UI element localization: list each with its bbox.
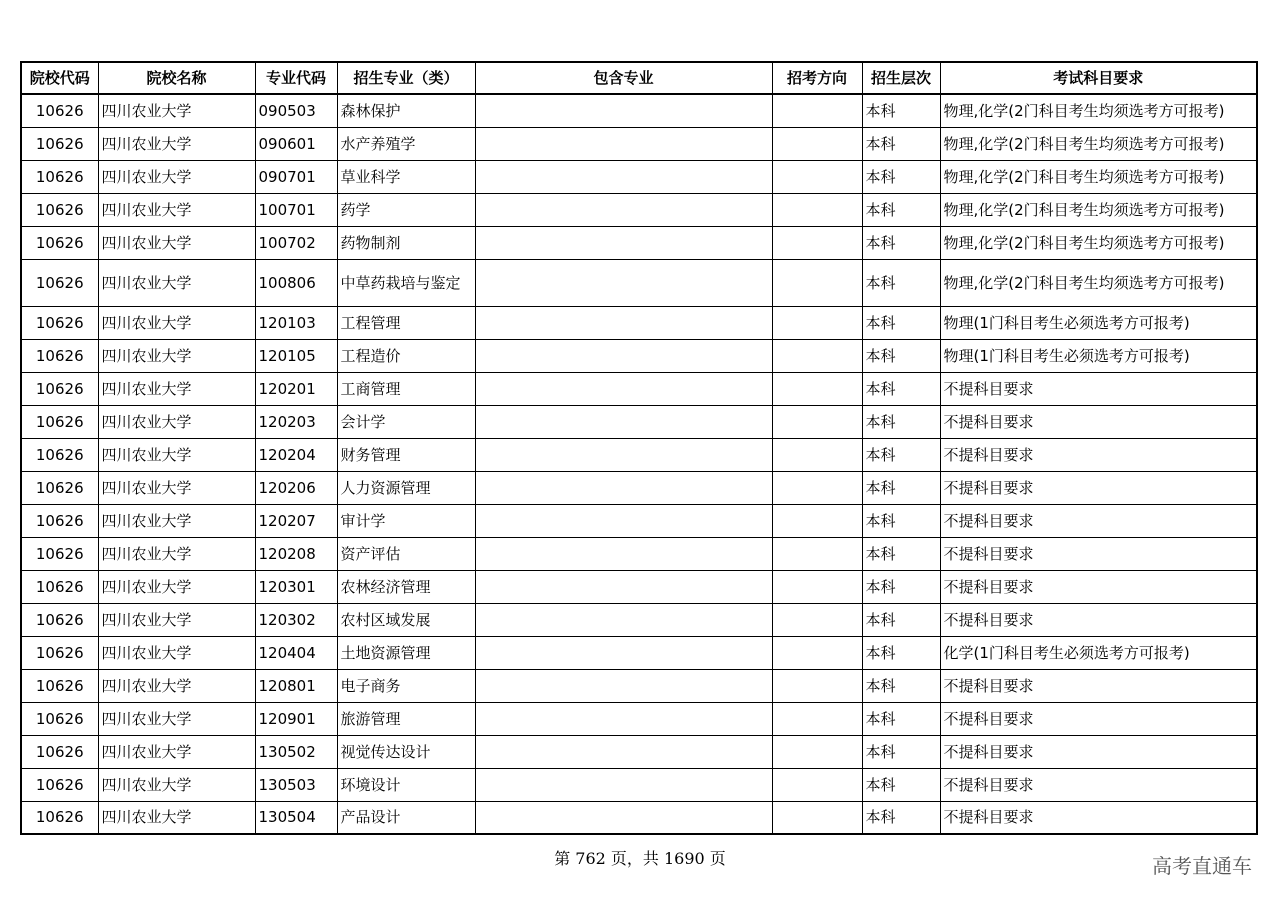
table-row <box>21 259 1257 306</box>
cell-included-majors <box>475 160 772 193</box>
cell-major-code: 100701 <box>255 193 337 226</box>
cell-school-name: 四川农业大学 <box>98 127 255 160</box>
cell-direction <box>772 471 862 504</box>
cell-requirement: 不提科目要求 <box>940 735 1257 768</box>
cell-major: 视觉传达设计 <box>337 735 475 768</box>
admissions-table <box>20 61 1258 835</box>
cell-level: 本科 <box>862 127 940 160</box>
cell-major-code: 120201 <box>255 372 337 405</box>
cell-school-name: 四川农业大学 <box>98 570 255 603</box>
cell-requirement: 物理(1门科目考生必须选考方可报考) <box>940 339 1257 372</box>
cell-school-name: 四川农业大学 <box>98 405 255 438</box>
cell-direction <box>772 339 862 372</box>
cell-major: 中草药栽培与鉴定 <box>337 259 475 306</box>
cell-included-majors <box>475 226 772 259</box>
header-direction: 招考方向 <box>772 62 862 94</box>
cell-major-code: 120203 <box>255 405 337 438</box>
cell-included-majors <box>475 504 772 537</box>
cell-requirement: 不提科目要求 <box>940 801 1257 834</box>
cell-school-name: 四川农业大学 <box>98 94 255 127</box>
cell-direction <box>772 259 862 306</box>
cell-direction <box>772 306 862 339</box>
table-row <box>21 306 1257 339</box>
cell-school-code: 10626 <box>21 537 98 570</box>
cell-school-code: 10626 <box>21 405 98 438</box>
cell-school-code: 10626 <box>21 768 98 801</box>
cell-direction <box>772 504 862 537</box>
cell-direction <box>772 160 862 193</box>
cell-school-code: 10626 <box>21 603 98 636</box>
cell-school-code: 10626 <box>21 127 98 160</box>
cell-requirement: 不提科目要求 <box>940 504 1257 537</box>
cell-level: 本科 <box>862 735 940 768</box>
cell-included-majors <box>475 127 772 160</box>
table-row <box>21 570 1257 603</box>
cell-major-code: 120103 <box>255 306 337 339</box>
cell-school-name: 四川农业大学 <box>98 504 255 537</box>
cell-school-name: 四川农业大学 <box>98 259 255 306</box>
cell-included-majors <box>475 94 772 127</box>
cell-included-majors <box>475 768 772 801</box>
cell-major: 审计学 <box>337 504 475 537</box>
cell-major: 产品设计 <box>337 801 475 834</box>
cell-included-majors <box>475 801 772 834</box>
table-row <box>21 768 1257 801</box>
cell-major-code: 130502 <box>255 735 337 768</box>
cell-school-code: 10626 <box>21 94 98 127</box>
cell-requirement: 物理,化学(2门科目考生均须选考方可报考) <box>940 226 1257 259</box>
cell-requirement: 不提科目要求 <box>940 405 1257 438</box>
cell-major-code: 090701 <box>255 160 337 193</box>
cell-direction <box>772 570 862 603</box>
cell-major: 旅游管理 <box>337 702 475 735</box>
cell-major: 工商管理 <box>337 372 475 405</box>
cell-direction <box>772 226 862 259</box>
cell-requirement: 不提科目要求 <box>940 438 1257 471</box>
cell-level: 本科 <box>862 537 940 570</box>
cell-major-code: 120204 <box>255 438 337 471</box>
cell-level: 本科 <box>862 160 940 193</box>
cell-school-code: 10626 <box>21 702 98 735</box>
cell-level: 本科 <box>862 193 940 226</box>
cell-major: 工程管理 <box>337 306 475 339</box>
page-number: 第 762 页，共 1690 页 <box>554 849 726 868</box>
cell-major-code: 120901 <box>255 702 337 735</box>
table-row <box>21 94 1257 127</box>
cell-requirement: 物理,化学(2门科目考生均须选考方可报考) <box>940 127 1257 160</box>
cell-school-code: 10626 <box>21 636 98 669</box>
table-row <box>21 127 1257 160</box>
cell-direction <box>772 405 862 438</box>
table-header-row <box>21 62 1257 94</box>
cell-major-code: 120302 <box>255 603 337 636</box>
cell-major: 会计学 <box>337 405 475 438</box>
cell-major: 药物制剂 <box>337 226 475 259</box>
cell-school-name: 四川农业大学 <box>98 735 255 768</box>
cell-direction <box>772 636 862 669</box>
table-row <box>21 471 1257 504</box>
cell-school-code: 10626 <box>21 160 98 193</box>
cell-school-name: 四川农业大学 <box>98 603 255 636</box>
cell-major: 工程造价 <box>337 339 475 372</box>
cell-major: 电子商务 <box>337 669 475 702</box>
cell-level: 本科 <box>862 438 940 471</box>
cell-direction <box>772 768 862 801</box>
header-level: 招生层次 <box>862 62 940 94</box>
table-row <box>21 405 1257 438</box>
header-major: 招生专业（类） <box>337 62 475 94</box>
cell-level: 本科 <box>862 94 940 127</box>
watermark: 高考直通车 <box>1152 854 1252 878</box>
header-school-name: 院校名称 <box>98 62 255 94</box>
cell-major: 土地资源管理 <box>337 636 475 669</box>
cell-major: 农林经济管理 <box>337 570 475 603</box>
cell-school-code: 10626 <box>21 735 98 768</box>
cell-school-name: 四川农业大学 <box>98 768 255 801</box>
cell-level: 本科 <box>862 339 940 372</box>
cell-level: 本科 <box>862 504 940 537</box>
cell-school-code: 10626 <box>21 504 98 537</box>
cell-included-majors <box>475 702 772 735</box>
cell-included-majors <box>475 603 772 636</box>
cell-included-majors <box>475 193 772 226</box>
cell-requirement: 不提科目要求 <box>940 603 1257 636</box>
table-row <box>21 735 1257 768</box>
cell-direction <box>772 438 862 471</box>
cell-level: 本科 <box>862 702 940 735</box>
cell-major: 药学 <box>337 193 475 226</box>
cell-school-code: 10626 <box>21 669 98 702</box>
cell-level: 本科 <box>862 471 940 504</box>
cell-major: 草业科学 <box>337 160 475 193</box>
cell-level: 本科 <box>862 405 940 438</box>
cell-direction <box>772 801 862 834</box>
cell-requirement: 物理,化学(2门科目考生均须选考方可报考) <box>940 160 1257 193</box>
cell-major-code: 100806 <box>255 259 337 306</box>
table-row <box>21 372 1257 405</box>
table-row <box>21 537 1257 570</box>
cell-school-code: 10626 <box>21 570 98 603</box>
cell-included-majors <box>475 636 772 669</box>
cell-school-name: 四川农业大学 <box>98 669 255 702</box>
cell-requirement: 物理(1门科目考生必须选考方可报考) <box>940 306 1257 339</box>
header-included-majors: 包含专业 <box>475 62 772 94</box>
table-row <box>21 226 1257 259</box>
cell-school-code: 10626 <box>21 339 98 372</box>
table-row <box>21 801 1257 834</box>
table-row <box>21 504 1257 537</box>
header-school-code: 院校代码 <box>21 62 98 94</box>
cell-level: 本科 <box>862 603 940 636</box>
cell-requirement: 化学(1门科目考生必须选考方可报考) <box>940 636 1257 669</box>
cell-included-majors <box>475 669 772 702</box>
cell-requirement: 不提科目要求 <box>940 768 1257 801</box>
cell-level: 本科 <box>862 669 940 702</box>
table-body <box>21 94 1257 834</box>
table-row <box>21 193 1257 226</box>
cell-included-majors <box>475 339 772 372</box>
cell-school-code: 10626 <box>21 471 98 504</box>
cell-requirement: 不提科目要求 <box>940 702 1257 735</box>
cell-level: 本科 <box>862 768 940 801</box>
cell-major: 财务管理 <box>337 438 475 471</box>
cell-included-majors <box>475 259 772 306</box>
cell-included-majors <box>475 735 772 768</box>
cell-school-code: 10626 <box>21 801 98 834</box>
table-row <box>21 603 1257 636</box>
cell-school-name: 四川农业大学 <box>98 801 255 834</box>
cell-school-name: 四川农业大学 <box>98 438 255 471</box>
cell-requirement: 物理,化学(2门科目考生均须选考方可报考) <box>940 94 1257 127</box>
cell-major: 水产养殖学 <box>337 127 475 160</box>
cell-major-code: 100702 <box>255 226 337 259</box>
cell-school-name: 四川农业大学 <box>98 306 255 339</box>
cell-direction <box>772 603 862 636</box>
cell-included-majors <box>475 537 772 570</box>
cell-requirement: 不提科目要求 <box>940 471 1257 504</box>
cell-major-code: 120404 <box>255 636 337 669</box>
cell-major-code: 120206 <box>255 471 337 504</box>
cell-requirement: 不提科目要求 <box>940 669 1257 702</box>
cell-major-code: 130504 <box>255 801 337 834</box>
cell-direction <box>772 702 862 735</box>
cell-included-majors <box>475 306 772 339</box>
cell-requirement: 不提科目要求 <box>940 372 1257 405</box>
cell-major-code: 120801 <box>255 669 337 702</box>
cell-direction <box>772 127 862 160</box>
cell-level: 本科 <box>862 226 940 259</box>
cell-direction <box>772 372 862 405</box>
cell-direction <box>772 94 862 127</box>
cell-major: 环境设计 <box>337 768 475 801</box>
cell-level: 本科 <box>862 372 940 405</box>
cell-included-majors <box>475 438 772 471</box>
table-row <box>21 160 1257 193</box>
cell-level: 本科 <box>862 259 940 306</box>
cell-major-code: 120105 <box>255 339 337 372</box>
cell-school-name: 四川农业大学 <box>98 636 255 669</box>
cell-school-code: 10626 <box>21 306 98 339</box>
cell-direction <box>772 537 862 570</box>
cell-major-code: 120208 <box>255 537 337 570</box>
table-row <box>21 702 1257 735</box>
cell-school-name: 四川农业大学 <box>98 160 255 193</box>
cell-major-code: 090601 <box>255 127 337 160</box>
cell-school-name: 四川农业大学 <box>98 471 255 504</box>
header-requirement: 考试科目要求 <box>940 62 1257 94</box>
cell-school-name: 四川农业大学 <box>98 372 255 405</box>
cell-direction <box>772 669 862 702</box>
table-row <box>21 636 1257 669</box>
cell-school-code: 10626 <box>21 259 98 306</box>
cell-included-majors <box>475 570 772 603</box>
cell-school-code: 10626 <box>21 193 98 226</box>
cell-major-code: 120301 <box>255 570 337 603</box>
cell-major: 森林保护 <box>337 94 475 127</box>
cell-included-majors <box>475 405 772 438</box>
cell-requirement: 物理,化学(2门科目考生均须选考方可报考) <box>940 259 1257 306</box>
cell-major-code: 130503 <box>255 768 337 801</box>
cell-school-name: 四川农业大学 <box>98 702 255 735</box>
table-row <box>21 339 1257 372</box>
cell-level: 本科 <box>862 570 940 603</box>
cell-level: 本科 <box>862 801 940 834</box>
cell-school-name: 四川农业大学 <box>98 193 255 226</box>
cell-requirement: 物理,化学(2门科目考生均须选考方可报考) <box>940 193 1257 226</box>
cell-school-name: 四川农业大学 <box>98 537 255 570</box>
cell-level: 本科 <box>862 636 940 669</box>
cell-major: 农村区域发展 <box>337 603 475 636</box>
header-major-code: 专业代码 <box>255 62 337 94</box>
cell-school-name: 四川农业大学 <box>98 339 255 372</box>
cell-major: 人力资源管理 <box>337 471 475 504</box>
cell-level: 本科 <box>862 306 940 339</box>
table-row <box>21 438 1257 471</box>
cell-direction <box>772 735 862 768</box>
cell-included-majors <box>475 372 772 405</box>
cell-school-code: 10626 <box>21 372 98 405</box>
cell-major-code: 090503 <box>255 94 337 127</box>
cell-major-code: 120207 <box>255 504 337 537</box>
cell-direction <box>772 193 862 226</box>
cell-major: 资产评估 <box>337 537 475 570</box>
table-row <box>21 669 1257 702</box>
cell-school-code: 10626 <box>21 438 98 471</box>
cell-included-majors <box>475 471 772 504</box>
cell-school-code: 10626 <box>21 226 98 259</box>
cell-requirement: 不提科目要求 <box>940 537 1257 570</box>
cell-requirement: 不提科目要求 <box>940 570 1257 603</box>
cell-school-name: 四川农业大学 <box>98 226 255 259</box>
